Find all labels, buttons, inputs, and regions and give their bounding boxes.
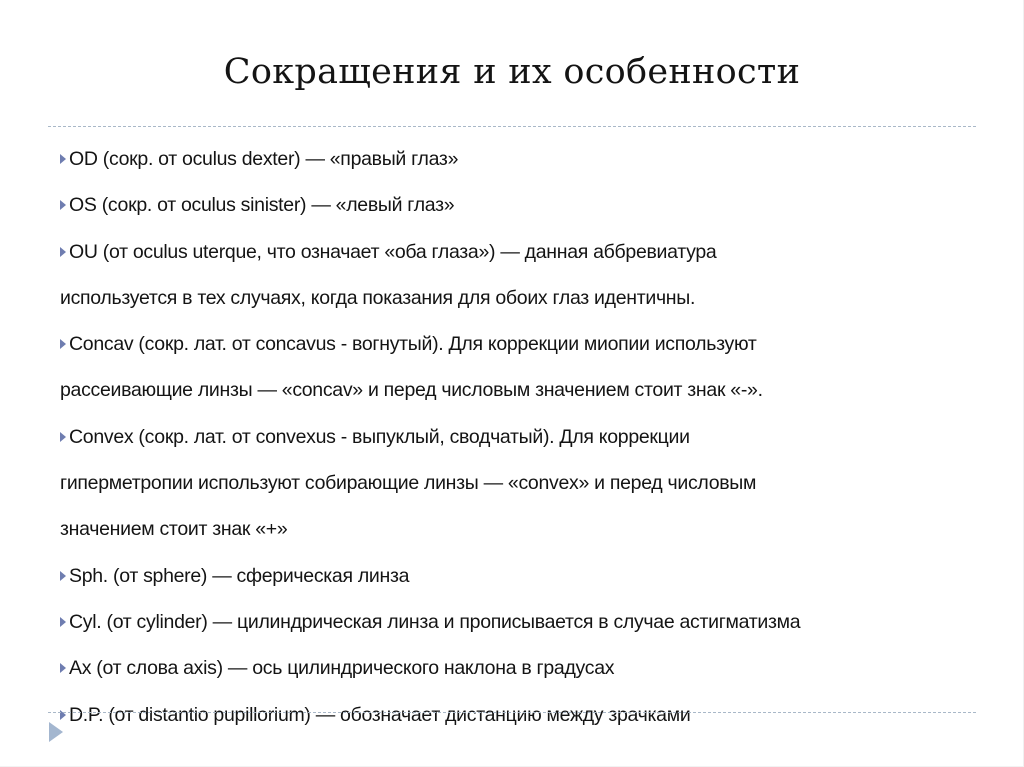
list-item-text: Sph. (от sphere) — сферическая линза [69, 564, 410, 587]
bullet-triangle-icon [60, 247, 66, 257]
list-item-text: OS (сокр. от oculus sinister) — «левый глаз» [69, 194, 455, 217]
list-item-text-continued: значением стоит знак «+» [60, 518, 288, 541]
list-item [60, 553, 980, 599]
list-item-text-continued: используется в тех случаях, когда показания для обоих глаз идентичны. [60, 286, 696, 309]
list-item [60, 599, 980, 645]
bullet-triangle-icon [60, 571, 66, 581]
bottom-divider [48, 712, 976, 713]
bullet-triangle-icon [60, 339, 66, 349]
list-item [60, 136, 980, 182]
list-item-text: D.P. (от distantio pupillorium) — обозначает дистанцию между зрачками [69, 703, 691, 726]
list-item-text: Convex (сокр. лат. от convexus - выпуклый, сводчатый). Для коррекции [69, 425, 690, 448]
list-item-text: Ax (от слова axis) — ось цилиндрического наклона в градусах [69, 657, 615, 680]
list-item-text: OU (от oculus uterque, что означает «оба глаза») — данная аббревиатура [69, 240, 717, 263]
bullet-triangle-icon [60, 154, 66, 164]
bullet-triangle-icon [60, 200, 66, 210]
top-divider [48, 126, 976, 127]
list-item [60, 645, 980, 691]
bullet-triangle-icon [60, 432, 66, 442]
abbreviation-list [60, 136, 980, 738]
list-item [60, 414, 980, 553]
list-item-text: Concav (сокр. лат. от concavus - вогнутый). Для коррекции миопии используют [69, 333, 757, 356]
slide-title: Сокращения и их особенности [223, 52, 801, 92]
bullet-triangle-icon [60, 663, 66, 673]
list-item [60, 229, 980, 322]
list-item-text: OD (сокр. от oculus dexter) — «правый глаз» [69, 148, 459, 170]
list-item [60, 182, 980, 228]
list-item-text-continued: гиперметропии используют собирающие линзы — «convex» и перед числовым [60, 472, 757, 495]
bullet-triangle-icon [60, 617, 66, 627]
list-item [60, 321, 980, 414]
list-item-text: Cyl. (от cylinder) — цилиндрическая линза и прописывается в случае астигматизма [69, 610, 801, 633]
list-item [60, 692, 980, 738]
list-item-text-continued: рассеивающие линзы — «concav» и перед числовым значением стоит знак «-». [60, 379, 763, 402]
triangle-right-icon [49, 722, 63, 742]
